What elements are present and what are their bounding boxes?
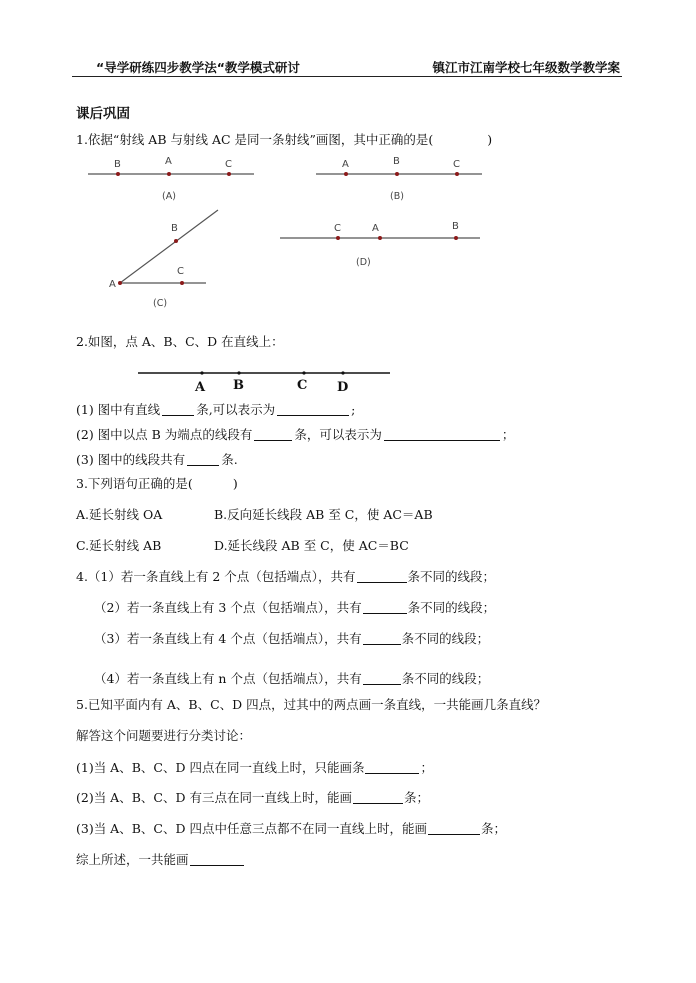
q3-stem: 3.下列语句正确的是( xyxy=(76,476,193,491)
q3-option-c: C.延长射线 AB xyxy=(76,538,162,553)
q4-line-2-tail: 条不同的线段； xyxy=(407,600,496,615)
figure-a-point-3 xyxy=(227,172,231,176)
q5-case-2-text: (2)当 A、B、C、D 有三点在同一直线上时，能画 xyxy=(76,790,352,805)
figure-a xyxy=(84,152,264,204)
q2-label-b: B xyxy=(233,378,244,393)
q3-option-b: B.反向延长线段 AB 至 C，使 AC＝AB xyxy=(214,507,433,522)
q2-sub1-b: 条,可以表示为 xyxy=(196,402,276,417)
q4-line-4-tail: 条不同的线段； xyxy=(401,671,490,686)
figure-d-caption: (D) xyxy=(356,257,371,268)
q4-line-2 xyxy=(94,600,495,616)
figure-b-point-2 xyxy=(395,172,399,176)
q5-summary-blank[interactable] xyxy=(190,852,244,866)
q2-sub2 xyxy=(76,427,514,443)
figure-d-point-1 xyxy=(336,236,340,240)
q2-point-a xyxy=(200,371,203,374)
q5-case-2-blank[interactable] xyxy=(353,790,403,804)
q4-line-3-tail: 条不同的线段； xyxy=(401,631,490,646)
figure-a-label-3: C xyxy=(225,159,232,170)
header-divider xyxy=(72,76,622,77)
figure-a-label-2: A xyxy=(165,156,172,167)
header-left-title: “导学研练四步教学法“教学模式研讨 xyxy=(96,60,300,75)
q5-intro: 解答这个问题要进行分类讨论： xyxy=(76,728,252,743)
q5-case-1 xyxy=(76,760,433,776)
q5-case-3-text: (3)当 A、B、C、D 四点中任意三点都不在同一直线上时，能画 xyxy=(76,821,427,836)
figure-c-label-b: B xyxy=(171,223,178,234)
q2-sub1-blank-2[interactable] xyxy=(277,402,349,416)
q4-line-1 xyxy=(76,569,495,585)
figure-a-point-1 xyxy=(116,172,120,176)
q5-case-1-tail: ； xyxy=(420,760,433,775)
q4-line-1-text: 4.（1）若一条直线上有 2 个点（包括端点），共有 xyxy=(76,569,356,584)
figure-a-point-2 xyxy=(167,172,171,176)
q2-sub2-blank-1[interactable] xyxy=(254,427,292,441)
q5-case-2 xyxy=(76,790,429,806)
figure-c-caption: (C) xyxy=(153,298,168,309)
q5-text: 5.已知平面内有 A、B、C、D 四点，过其中的两点画一条直线，一共能画几条直线？ xyxy=(76,697,547,712)
q5-summary xyxy=(76,852,245,868)
q4-line-4 xyxy=(94,671,489,687)
figure-d-label-1: C xyxy=(334,223,341,234)
figure-d-point-3 xyxy=(454,236,458,240)
q2-point-c xyxy=(302,371,305,374)
figure-c-label-c: C xyxy=(177,266,184,277)
q2-sub2-blank-2[interactable] xyxy=(384,427,500,441)
q2-sub2-a: (2) 图中以点 B 为端点的线段有 xyxy=(76,427,253,442)
q1-close-paren: ) xyxy=(487,132,493,147)
q5-case-1-text: (1)当 A、B、C、D 四点在同一直线上时，只能画条 xyxy=(76,760,365,775)
q4-line-4-text: （4）若一条直线上有 n 个点（包括端点），共有 xyxy=(94,671,362,686)
q3-option-d: D.延长线段 AB 至 C，使 AC＝BC xyxy=(214,538,409,553)
figure-b xyxy=(312,152,492,204)
q4-line-1-blank[interactable] xyxy=(357,569,407,583)
q2-label-d: D xyxy=(337,380,349,395)
figure-b-point-1 xyxy=(344,172,348,176)
q5-case-3-blank[interactable] xyxy=(428,821,480,835)
q3-option-a: A.延长射线 OA xyxy=(76,507,163,522)
figure-b-label-3: C xyxy=(453,159,460,170)
q2-sub3-blank[interactable] xyxy=(187,452,219,466)
figure-c-point-a xyxy=(118,281,122,285)
figure-d-label-3: B xyxy=(452,221,459,232)
figure-c-ray-ab xyxy=(120,210,218,283)
q5-case-2-tail: 条； xyxy=(403,790,429,805)
q5-case-3-tail: 条； xyxy=(480,821,506,836)
figure-b-label-2: B xyxy=(393,156,400,167)
q1-text xyxy=(76,132,492,148)
figure-b-caption: (B) xyxy=(390,191,404,202)
figure-c xyxy=(100,200,230,312)
q4-line-3 xyxy=(94,631,489,647)
q2-point-b xyxy=(237,371,240,374)
q2-label-a: A xyxy=(195,380,206,395)
figure-c-label-a: A xyxy=(109,279,116,290)
q2-sub3-a: (3) 图中的线段共有 xyxy=(76,452,186,467)
figure-a-label-1: B xyxy=(114,159,121,170)
q4-line-3-text: （3）若一条直线上有 4 个点（包括端点），共有 xyxy=(94,631,362,646)
figure-d xyxy=(276,214,486,270)
q2-sub1-a: (1) 图中有直线 xyxy=(76,402,161,417)
q2-point-d xyxy=(341,371,344,374)
q5-case-1-blank[interactable] xyxy=(365,760,419,774)
figure-b-point-3 xyxy=(455,172,459,176)
q4-line-3-blank[interactable] xyxy=(363,631,401,645)
figure-c-point-b xyxy=(174,239,178,243)
figure-a-caption: (A) xyxy=(162,191,176,202)
q3-close-paren: ) xyxy=(232,476,238,491)
figure-c-point-c xyxy=(180,281,184,285)
q1-stem: 1.依据“射线 AB 与射线 AC 是同一条射线”画图，其中正确的是( xyxy=(76,132,434,147)
section-title: 课后巩固 xyxy=(76,106,130,122)
q4-line-2-text: （2）若一条直线上有 3 个点（包括端点），共有 xyxy=(94,600,362,615)
q4-line-2-blank[interactable] xyxy=(363,600,407,614)
q4-line-1-tail: 条不同的线段； xyxy=(407,569,496,584)
q5-summary-text: 综上所述，一共能画 xyxy=(76,852,189,867)
q2-label-c: C xyxy=(297,378,308,393)
header-right-title: 镇江市江南学校七年级数学教学案 xyxy=(432,60,620,75)
q5-case-3 xyxy=(76,821,506,837)
q2-sub3-b: 条. xyxy=(221,452,238,467)
q3-text xyxy=(76,476,238,492)
q2-sub1 xyxy=(76,402,355,418)
q2-text: 2.如图，点 A、B、C、D 在直线上： xyxy=(76,334,284,349)
page-header xyxy=(72,58,620,76)
figure-d-point-2 xyxy=(378,236,382,240)
q2-sub3 xyxy=(76,452,238,468)
q2-sub1-c: ; xyxy=(351,402,356,417)
q2-sub1-blank-1[interactable] xyxy=(162,402,194,416)
figure-d-label-2: A xyxy=(372,223,379,234)
q4-line-4-blank[interactable] xyxy=(363,671,401,685)
q2-sub2-b: 条，可以表示为 xyxy=(294,427,382,442)
q2-sub2-c: ； xyxy=(501,427,515,442)
q2-figure xyxy=(136,362,396,396)
figure-b-label-1: A xyxy=(342,159,349,170)
